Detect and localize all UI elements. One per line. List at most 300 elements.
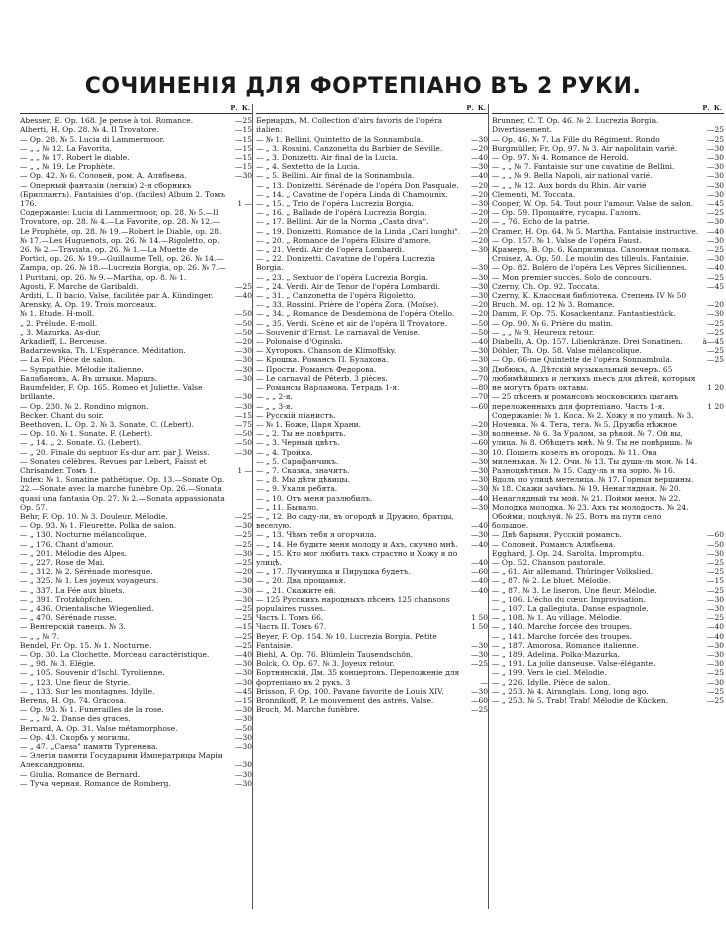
entry-price: —60 [470, 696, 488, 705]
catalog-entry [492, 291, 724, 309]
entry-title: — Op. 28. № 5. Lucia di Lammermoor. [20, 134, 165, 144]
catalog-entry [20, 770, 252, 779]
catalog-entry [20, 668, 252, 677]
entry-price: —30 [234, 392, 252, 402]
entry-price: —40 [470, 557, 488, 567]
catalog-entry [256, 337, 488, 346]
entry-price: —20 [234, 567, 252, 577]
entry-price: —30 [234, 668, 252, 678]
price-rubles-header: Р. [702, 104, 710, 112]
entry-price: —30 [234, 594, 252, 604]
entry-price: —15 [234, 410, 252, 420]
entry-price: —30 [706, 143, 724, 153]
entry-price: —30 [234, 585, 252, 595]
entry-price: —30 [470, 346, 488, 356]
catalog-entry [20, 521, 252, 530]
entry-title: — „ 189. Adelina. Polka-Mazurka. [492, 649, 620, 659]
catalog-entry [256, 190, 488, 199]
entry-price: —30 [706, 235, 724, 245]
entry-title: — „ 3. Rossini. Canzonetta du Barbier de Séville. [256, 143, 443, 153]
entry-title: Czerny, Ch. Op. 92. Toccata. [492, 281, 600, 291]
entry-title: Burgmüller, Fr. Op. 97. № 3. Air napolitain varié. [492, 143, 678, 153]
catalog-entry [256, 245, 488, 254]
entry-price: —25 [706, 134, 724, 144]
catalog-entry [492, 392, 724, 410]
entry-price: —20 [470, 309, 488, 319]
entry-title: — „ 35. Verdi. Scène et air de l'opéra Il Trovatore. [256, 318, 448, 328]
entry-title: — „ 24. Verdi. Air de Tenor de l'opéra Lombardi. [256, 281, 441, 291]
price-kopecks-header: К. [241, 104, 250, 112]
entry-price: —30 [234, 778, 252, 788]
catalog-entry [492, 328, 724, 337]
catalog-entry [20, 733, 252, 742]
entry-price: —60 [706, 530, 724, 540]
entry-price: —40 [470, 539, 488, 549]
entry-price: —30 [470, 502, 488, 512]
entry-price: —30 [470, 530, 488, 540]
entry-price: —30 [234, 364, 252, 374]
entry-title: — „ 22. Donizetti. Cavatine de l'opéra Lucrezia Borgia. [256, 254, 438, 273]
entry-title: Clementi, M. Toccata. [492, 189, 576, 199]
entry-price: —30 [234, 171, 252, 181]
catalog-entry [256, 171, 488, 180]
entry-price: —25 [706, 245, 724, 255]
entry-price: —30 [470, 686, 488, 696]
catalog-entry [256, 236, 488, 245]
entry-title: — Mon premier succès. Solo de concours. [492, 272, 652, 282]
entry-price: —25 [234, 281, 252, 291]
entry-price: —25 [706, 318, 724, 328]
column-header [20, 104, 252, 114]
catalog-entry [20, 144, 252, 153]
catalog-entry [256, 484, 488, 493]
entry-title: — № 1. Боже, Царя Храни. [256, 419, 361, 429]
entry-title: — Op. 93. № 1. Funerailles de la rose. [20, 705, 164, 715]
catalog-entry [256, 328, 488, 337]
entry-title: — „ 253. № 4. Airanglais. Long, long ago. [492, 686, 649, 696]
entry-title: — „ „ № 19. Le Prophète. [20, 162, 116, 172]
catalog-entry [20, 558, 252, 567]
entry-price: —45 [706, 199, 724, 209]
entry-title: — Sympathie. Mélodie italienne. [20, 364, 144, 374]
catalog-entry [492, 190, 724, 199]
entry-price: 1 50 [471, 613, 488, 623]
entry-title: Egghard, J. Op. 24. Sarolta. Impromptu. [492, 548, 645, 558]
entry-title: № 1. Etude. H-moll. [20, 309, 95, 319]
entry-title: — „ 226. Idylle. Pièce de salon. [492, 677, 611, 687]
entry-price: —50 [234, 318, 252, 328]
catalog-entry [492, 641, 724, 650]
entry-price: —25 [470, 705, 488, 715]
entry-title: — „ 123. Une fleur de Styrie. [20, 677, 131, 687]
entry-price: —50 [706, 539, 724, 549]
entry-title: — 125 Русскихъ народныхъ пѣсенъ 125 chansons populaires russes. [256, 594, 453, 613]
entry-price: 1 — [237, 199, 252, 209]
catalog-entry [492, 116, 724, 134]
entry-title: — „ 8. Мы дѣти дѣвицы. [256, 475, 350, 485]
catalog-entry [492, 309, 724, 318]
catalog-entry [256, 668, 488, 686]
catalog-entry [256, 153, 488, 162]
entry-price: 1 20 [707, 383, 724, 393]
entry-title: — Op. 82. Boléro de l'opéra Les Vêpres Siciliennes. [492, 263, 688, 273]
entry-price: 1 50 [471, 622, 488, 632]
entry-price: —15 [234, 143, 252, 153]
entry-title: — „ 11. Бывало. [256, 502, 319, 512]
catalog-entry [20, 383, 252, 401]
catalog-entry [256, 199, 488, 208]
entry-price: —40 [470, 521, 488, 531]
entry-price: —30 [470, 281, 488, 291]
entry-title: Damm, F. Op. 75. Kosackentanz. Fantastiestück. [492, 309, 676, 319]
entry-title: Bernard, A. Op. 31. Valse métamorphose. [20, 723, 178, 733]
entry-price: —30 [706, 309, 724, 319]
entry-title: — „ 199. Vers le ciel. Mélodie. [492, 668, 607, 678]
catalog-entry [492, 236, 724, 245]
catalog-entry [492, 678, 724, 687]
column-header [492, 104, 724, 114]
entry-title: Содержаніе: Lucia di Lammermoor, op. 28. № 5.—Il Trovatore, op. 28. № 4.—La Favorite, op. 28. № 12.—Le Prophète, op. 28. № 19.—Robert le Diable, op. 28. № 17.—Les Huguenots, op. 26. № 14.—Rigoletto, op. 26. № 2.—Traviata, op. 26. № 1.—La Muette de Portici, op. 26. № 19.—Guillaume Tell, op. 26. № 14.—Zampa, op. 26. № 18.—Lucrezia Borgia, op. 26. № 7.—I Puritani, op. 26. № 9.—Martha, op. 8. № 1. [20, 208, 226, 282]
entry-title: — „ 107. La gallegiuta. Danse espagnole. [492, 603, 649, 613]
entry-price: —20 [706, 300, 724, 310]
entry-title: — Туча черная. Romance de Romberg. [20, 778, 171, 788]
catalog-entry [20, 687, 252, 696]
entry-price: 1 20 [707, 401, 724, 411]
entry-title: — „ 4. Sextetto de la Lucia. [256, 162, 361, 172]
entry-price: —45 [234, 686, 252, 696]
catalog-entry [256, 411, 488, 420]
entry-title: — Op. 93. № 1. Fleurette. Polka de salon. [20, 521, 177, 531]
catalog-entry [492, 604, 724, 613]
entry-title: Arkadieff, L. Berceuse. [20, 337, 107, 347]
entry-title: Bruch, M. Marche funèbre. [256, 705, 360, 715]
entry-price: 1 — [237, 465, 252, 475]
catalog-entry [20, 530, 252, 539]
catalog-column-2 [256, 104, 488, 904]
entry-title: — „ 187. Amorosa. Romance italienne. [492, 640, 639, 650]
catalog-entry [256, 254, 488, 272]
entry-price: —30 [706, 153, 724, 163]
entry-title: Biehl, A. Op. 76. Blümlein Tausendschön. [256, 649, 414, 659]
entry-title: — „ „ № 17. Robert le diable. [20, 153, 130, 163]
entry-price: —30 [470, 355, 488, 365]
entry-title: Brunner, C. T. Op. 46. № 2. Lucrezia Borgia. Divertissement. [492, 116, 661, 135]
entry-price: —30 [470, 465, 488, 475]
entry-title: Diabelli, A. Op. 157. Lilienkränze. Drei Sonatinen. [492, 337, 683, 347]
catalog-entry [20, 586, 252, 595]
catalog-entry [256, 586, 488, 595]
catalog-entry [256, 595, 488, 613]
entry-price: —60 [470, 438, 488, 448]
entry-price: —30 [234, 732, 252, 742]
catalog-entry [256, 346, 488, 355]
catalog-entry [256, 687, 488, 696]
entry-title: — Хуторокъ. Chanson de Klimoffsky. [256, 346, 397, 356]
entry-price: —25 [706, 125, 724, 135]
entry-title: — „ „ № 12. Aux bords du Rhin. Air varié [492, 180, 647, 190]
entry-title: Beethoven, L. Op. 2. № 3. Sonate. C. (Lebert). [20, 419, 194, 429]
entry-title: Alberti, H. Op. 28. № 4. Il Trovatore. [20, 125, 159, 135]
catalog-entry [492, 171, 724, 180]
entry-price: —40 [470, 171, 488, 181]
entry-price: —30 [470, 649, 488, 659]
entry-title: Badarzewska, Th. L'Espérance. Méditation. [20, 346, 186, 356]
entry-price: —20 [470, 226, 488, 236]
catalog-entry [20, 448, 252, 457]
catalog-entry [20, 374, 252, 383]
entry-price: —40 [706, 631, 724, 641]
entry-title: Дюбюкъ, А. Дѣтскій музыкальный вечеръ. 65 любимѣйшихъ и легкихъ пьесъ для дѣтей, которыя не могутъ брать октавы. [492, 364, 698, 393]
entry-price: —15 [234, 162, 252, 172]
entry-price: à—45 [702, 337, 724, 347]
entry-title: Bendel, Fr. Op. 15. № 1. Nocturne. [20, 640, 152, 650]
entry-price: —40 [470, 576, 488, 586]
catalog-entry [20, 328, 252, 337]
price-kopecks-header: К. [477, 104, 486, 112]
entry-title: — Оперный фантазіи (легкія) 2-я сборникъ (Бриллантъ). Fantaisies d'op. (faciles) Album 2. Томъ 176. [20, 180, 228, 209]
entry-price: —30 [234, 705, 252, 715]
entry-price: —60 [470, 401, 488, 411]
entry-title: — „ „ № 12. La Favorita. [20, 143, 112, 153]
entry-title: Bolck, O. Op. 67. № 3. Joyeux retour. [256, 659, 395, 669]
entry-price: —30 [234, 401, 252, 411]
catalog-entry [256, 540, 488, 549]
catalog-entry [492, 227, 724, 236]
catalog-entry [256, 300, 488, 309]
entry-title: Содержаніе: № 1. Коса. № 2. Хожу я по улицѣ. № 3. Ночевка. № 4. Тега, тега. № 5. Дружба нѣжное волненье. № 6. За Уралом, за рѣкой. № 7. Ой вы, улица. № 8. Обѣщетъ мнѣ. № 9. Ты не повѣришь. № 10. Пошелъ козелъ въ огородъ. № 11. Ова миленькая. № 12. Очи. № 13. Ты душа-ль моя. № 14. Разноцвѣтныя. № 15. Саду-ль я на зорю. № 16. Вдоль по улицѣ метелица. № 17. Горныя вершины. № 18. Скажи зачѣмъ. № 19. Ненаглядная. № 20. Ненаглядный ты мой. № 21. Пойми меня. № 22. Молодка молодка. № 23. Ахъ ты молодость. № 24. Обойми, поцѣлуй. № 25. Вотъ на пути село большое. [492, 410, 700, 531]
catalog-entry [256, 705, 488, 714]
entry-price: —30 [706, 640, 724, 650]
entry-title: — Op. 10. № 1. Sonate. F. (Lebert). [20, 429, 153, 439]
entry-title: — „ 21. Verdi. Air de l'opéra Lombardi. [256, 245, 405, 255]
catalog-entry [256, 402, 488, 411]
catalog-entry [20, 125, 252, 134]
entry-title: — „ 253. № 5. Trab! Trab! Mélodie de Kücken. [492, 696, 669, 705]
entry-title: — № 1. Bellini. Quintetto de la Sonnambula. [256, 134, 424, 144]
entry-price: — [480, 677, 488, 687]
entry-price: —30 [706, 180, 724, 190]
entry-title: — 25 пѣсенъ и романсовъ московскихъ цыганъ переложенныхъ для фортепіано. Часть 1-я. [492, 392, 681, 411]
entry-price: —25 [706, 355, 724, 365]
entry-price: —30 [706, 254, 724, 264]
catalog-entry [20, 724, 252, 733]
entry-title: Cramer, H. Op. 64. № 5. Martha. Fantaisie instructive. [492, 226, 699, 236]
catalog-entry [492, 208, 724, 217]
entry-price: —30 [470, 245, 488, 255]
entry-price: —30 [706, 217, 724, 227]
catalog-entry [20, 153, 252, 162]
catalog-entry [20, 300, 252, 309]
catalog-entry [20, 650, 252, 659]
entry-price: —25 [706, 346, 724, 356]
entry-title: — „ „ № 7. Fantaisie sur une cavatine de Bellini. [492, 162, 675, 172]
entry-title: Часть II. Томъ 67. [256, 622, 327, 632]
entry-price: —25 [706, 668, 724, 678]
entry-title: — „ 87. № 2. Le bluet. Mélodie. [492, 576, 611, 586]
entry-price: —25 [706, 327, 724, 337]
catalog-entry [492, 144, 724, 153]
entry-price: —30 [234, 355, 252, 365]
catalog-entry [20, 181, 252, 209]
entry-title: — „ 2. Ты не повѣрить. [256, 429, 346, 439]
entry-title: — „ 191. La jolie danseuse. Valse-élégante. [492, 659, 656, 669]
entry-title: — „ 337. La Fée aux bluets. [20, 585, 125, 595]
entry-title: — „ 5. Bellini. Air final de la Sonnambula. [256, 171, 415, 181]
catalog-entry [20, 162, 252, 171]
catalog-entry [256, 429, 488, 438]
entry-price: —25 [234, 539, 252, 549]
entry-price: —30 [706, 649, 724, 659]
catalog-entry [20, 714, 252, 723]
catalog-entry [256, 457, 488, 466]
entry-price: —30 [234, 576, 252, 586]
entry-title: Beyer, F. Op. 154. № 10. Lucrezia Borgia. Petite Fantaisie. [256, 631, 440, 650]
catalog-entry [20, 622, 252, 631]
entry-title: — „ 5. Сарафанчикъ. [256, 456, 339, 466]
entry-price: —20 [470, 189, 488, 199]
entry-price: —30 [234, 659, 252, 669]
catalog-entry [492, 650, 724, 659]
entry-title: Croisez, A. Op. 50. Le moulin des tilleuls. Fantaisie. [492, 254, 689, 264]
entry-price: —30 [706, 659, 724, 669]
entry-price: —40 [470, 585, 488, 595]
entry-title: — Op. 90. № 6. Prière du matin. [492, 318, 614, 328]
entry-price: —25 [706, 696, 724, 705]
catalog-entry [256, 448, 488, 457]
entry-title: — Op. 30. La Clochette. Morceau caractéristique. [20, 649, 210, 659]
entry-title: Index: № 1. Sonatine pathétique. Op. 13.—Sonate Op. 22.—Sonate avec la marche funèbre Op. 26.—Sonata quasi una fantasia Op. 27. № 2.—Sonata appassionata Op. 57. [20, 475, 228, 512]
entry-price: —20 [470, 235, 488, 245]
entry-title: — „ 470. Sérénade russe. [20, 613, 117, 623]
entry-title: — Op. 157. № 1. Valse de l'opéra Faust. [492, 235, 642, 245]
entry-title: — Sonates célèbres. Revues par Lebert, Faisst et Chrisander. Томъ 1. [20, 456, 210, 475]
entry-title: — „ 33. Rossini. Prière de l'opéra Zora. (Moïse). [256, 300, 439, 310]
catalog-entry [256, 181, 488, 190]
entry-title: — „ 105. Souvenir d'Ischl. Tyrolienne. [20, 668, 165, 678]
catalog-entry [20, 632, 252, 641]
entry-title: Berens, H. Op. 74. Gracosa. [20, 696, 127, 705]
entry-title: — „ 14. Не будите меня молоду и Ахъ, скучно мнѣ. [256, 539, 458, 549]
catalog-entry [20, 282, 252, 291]
entry-title: — Романсы Варламова. Тетрадь 1-я. [256, 383, 400, 393]
entry-price: —30 [470, 640, 488, 650]
entry-price: —20 [470, 300, 488, 310]
entry-title: — Op. 59. Прощайте, гусары. Галопъ. [492, 208, 641, 218]
column-divider [252, 104, 253, 909]
catalog-entry [256, 383, 488, 392]
catalog-entry [20, 208, 252, 282]
catalog-entry [256, 273, 488, 282]
entry-price: —50 [234, 723, 252, 733]
catalog-entry [20, 346, 252, 355]
entry-title: — Polonaise d'Oginski. [256, 337, 343, 347]
catalog-entry [492, 162, 724, 171]
catalog-entry [20, 549, 252, 558]
catalog-entry [20, 438, 252, 447]
catalog-entry [492, 217, 724, 226]
entry-title: Behr, F. Op. 10. № 3. Douleur. Mélodie. [20, 511, 168, 521]
entry-title: — „ 436. Orientalische Wiegenlied. [20, 603, 154, 613]
entry-title: — „ 10. Отъ меня разлюбилъ. [256, 493, 373, 503]
entry-price: —30 [470, 134, 488, 144]
entry-title: — „ 16. „ Ballade de l'opéra Lucrezia Borgia. [256, 208, 427, 218]
entry-price: —40 [470, 153, 488, 163]
catalog-entry [492, 245, 724, 254]
catalog-entry [20, 337, 252, 346]
catalog-entry [256, 116, 488, 134]
entry-title: — Венгерскій танецъ. № 3. [20, 622, 126, 632]
entry-title: — „ 15. Кто мог любить такъ страстно и Хожу я по улицѣ. [256, 548, 460, 567]
catalog-entry [20, 595, 252, 604]
entry-price: —30 [234, 677, 252, 687]
entry-price: —50 [470, 318, 488, 328]
catalog-entry [20, 576, 252, 585]
entry-title: Döhler, Th. Op. 58. Valse mélancolique. [492, 346, 642, 356]
entry-price: —15 [706, 576, 724, 586]
entry-title: Arditi, L. Il bacio. Valse, facilitée par A. Kündinger. [20, 291, 214, 301]
catalog-entry [20, 411, 252, 420]
entry-title: — „ 3. Черный цвѣтъ. [256, 438, 340, 448]
entry-title: — „ 130. Nocturne mélancolique. [20, 530, 147, 540]
catalog-entry [492, 576, 724, 585]
entry-title: „ 3. Mazurka. As-dur. [20, 327, 101, 337]
catalog-entry [256, 659, 488, 668]
entry-price: —75 [234, 419, 252, 429]
entry-price: —30 [706, 603, 724, 613]
catalog-entry [256, 466, 488, 475]
catalog-entry [20, 512, 252, 521]
entry-price: —20 [470, 180, 488, 190]
entry-title: — „ 61. Air allemand. Thüringer Volkslied. [492, 567, 654, 577]
entry-title: — „ 21. Скажите ей. [256, 585, 337, 595]
entry-title: Agosti, F. Marche de Garibaldi. [20, 281, 139, 291]
catalog-entry [20, 779, 252, 788]
catalog-entry [256, 365, 488, 374]
entry-title: — Двѣ барыни. Русскій романсъ. [492, 530, 622, 540]
catalog-entry [256, 549, 488, 567]
entry-title: — „ 176. Chant d'amour. [20, 539, 114, 549]
entry-price: —25 [234, 116, 252, 126]
entry-title: — Прости. Романсъ Федорова. [256, 364, 377, 374]
catalog-entry [20, 420, 252, 429]
catalog-entry [20, 567, 252, 576]
catalog-entry [20, 135, 252, 144]
entry-title: — „ 17. Лучинушка и Пирушка будетъ. [256, 567, 411, 577]
catalog-entry [20, 751, 252, 769]
catalog-entry [256, 696, 488, 705]
entry-title: Бортнянскій, Дм. 35 концертовъ. Переложеніе для фортепіано въ 2 рукъ. 3 [256, 668, 462, 687]
entry-price: —15 [234, 696, 252, 705]
entry-title: — „ „ № 2. Danse des graces. [20, 714, 131, 724]
entry-price: —30 [706, 189, 724, 199]
catalog-entry [492, 263, 724, 272]
entry-price: —30 [234, 346, 252, 356]
entry-price: —20 [470, 419, 488, 429]
entry-title: — Op. 52. Chanson pastorale. [492, 557, 606, 567]
entry-title: — „ 141. Marche forcée des troupes. [492, 631, 633, 641]
catalog-entry [492, 337, 724, 346]
entry-title: — „ 23. „ Sextuor de l'opéra Lucrezia Borgia. [256, 272, 429, 282]
entry-title: — „ 106. L'écho du cœur. Improvisation. [492, 594, 646, 604]
entry-title: — „ 98. № 3. Elégie. [20, 659, 96, 669]
price-rubles-header: Р. [230, 104, 238, 112]
catalog-entry [256, 622, 488, 631]
catalog-entry [492, 199, 724, 208]
catalog-entry [20, 613, 252, 622]
catalog-entry [256, 217, 488, 226]
entry-price: —20 [470, 143, 488, 153]
entry-title: — Русскій піанистъ. [256, 410, 336, 420]
